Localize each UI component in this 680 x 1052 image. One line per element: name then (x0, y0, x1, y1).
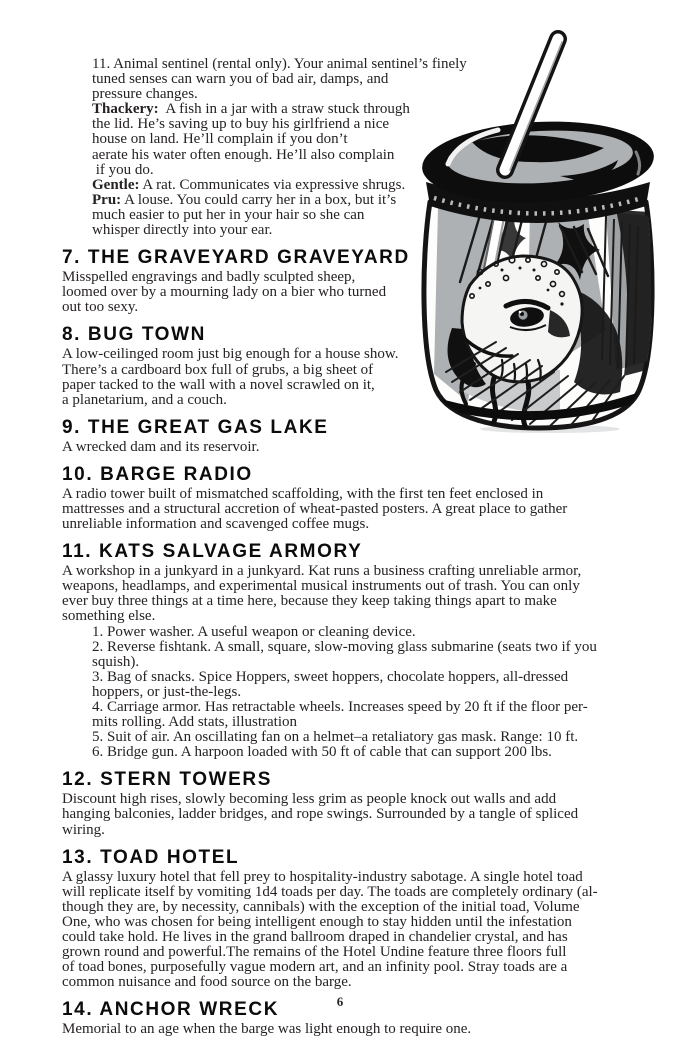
text-line: squish). (92, 653, 140, 670)
text-line: though they are, by necessity, cannibals) with the exception of the initial toad, Volume (62, 898, 580, 915)
page-number: 6 (336, 994, 344, 1009)
text-line: loomed over by a mourning lady on a bier who turned (62, 284, 387, 301)
list-item (92, 700, 622, 730)
list-item (92, 745, 622, 760)
text-line: A workshop in a junkyard in a junkyard. Kat runs a business crafting unreliable armor, (62, 563, 582, 580)
section-body (62, 564, 622, 624)
line-text: 11. Animal sentinel (rental only). Your animal sentinel’s finely (92, 56, 467, 72)
section-heading: 11. KATS SALVAGE ARMORY (62, 541, 363, 563)
text-line: hanging balconies, ladder bridges, and rope swings. Surrounded by a tangle of spliced (62, 806, 579, 823)
section-heading: 12. STERN TOWERS (62, 769, 273, 791)
text-line: 1. Power washer. A useful weapon or cleaning device. (92, 623, 416, 640)
text-line: 3. Bag of snacks. Spice Hoppers, sweet hoppers, chocolate hoppers, all-dressed (92, 668, 569, 685)
section-barge-radio (62, 465, 622, 532)
text-line: wiring. (62, 821, 105, 838)
text-line: common nuisance and food source on the barge. (62, 974, 352, 991)
section-heading: 8. BUG TOWN (62, 324, 206, 346)
text-line: paper tacked to the wall with a novel scrawled on it, (62, 376, 375, 393)
section-heading: 7. THE GRAVEYARD GRAVEYARD (62, 247, 410, 269)
section-stern-towers (62, 770, 622, 837)
text-line: 6. Bridge gun. A harpoon loaded with 50 ft of cable that can support 200 lbs. (92, 744, 552, 761)
line-text: tuned senses can warn you of bad air, damps, and (92, 71, 389, 88)
text-line: A low-ceilinged room just big enough for a house show. (62, 346, 399, 363)
list-item (92, 730, 622, 745)
line-text: A fish in a jar with a straw stuck through (158, 101, 410, 118)
text-line: One, who was chosen for being intelligent enough to stay hidden until the infestation (62, 913, 572, 930)
section-body (62, 1022, 622, 1037)
text-line: grown round and powerful.The remains of the Hotel Undine feature three floors full (62, 944, 567, 961)
text-line: 5. Suit of air. An oscillating fan on a helmet–a retaliatory gas mask. Range: 10 ft. (92, 729, 579, 746)
list-item (92, 670, 622, 700)
line-text: aerate his water often enough. He’ll also complain (92, 146, 395, 163)
list-item (92, 625, 622, 640)
section-body (62, 792, 622, 837)
text-line: Misspelled engravings and badly sculpted sheep, (62, 269, 356, 286)
text-line: hoppers, or just-the-legs. (92, 683, 242, 700)
text-line: A radio tower built of mismatched scaffolding, with the first ten feet enclosed in (62, 485, 544, 502)
text-line: weapons, headlamps, and experimental musical instruments out of trash. You can only (62, 578, 580, 595)
section-body (62, 440, 622, 455)
text-line: A glassy luxury hotel that fell prey to hospitality-industry sabotage. A single hotel toad (62, 868, 583, 885)
section-heading: 13. TOAD HOTEL (62, 846, 240, 868)
section-kats-salvage-armory (62, 542, 622, 760)
text-line: 2. Reverse fishtank. A small, square, slow-moving glass submarine (seats two if you (92, 638, 597, 655)
section-toad-hotel (62, 848, 622, 991)
line-text: A louse. You could carry her in a box, but it’s (121, 191, 397, 208)
section-list (62, 625, 622, 761)
text-line: ever buy three things at a time here, because they keep taking things apart to make (62, 593, 557, 610)
pet-name-bold: Pru: (92, 191, 122, 208)
line-text: much easier to put her in your hair so she can (92, 206, 365, 223)
text-line: of toad bones, purposefully vague modern art, and an infinity pool. Stray toads are a (62, 959, 568, 976)
text-line: Memorial to an age when the barge was light enough to require one. (62, 1021, 472, 1038)
text-line: There’s a cardboard box full of grubs, a big sheet of (62, 361, 374, 378)
list-item (92, 640, 622, 670)
section-body (62, 870, 622, 991)
section-body (62, 487, 622, 532)
line-text: if you do. (92, 161, 154, 178)
line-text: the lid. He’s saving up to buy his girlfriend a nice (92, 116, 390, 133)
fish-in-jar-illustration (410, 30, 665, 435)
text-line: mits rolling. Add stats, illustration (92, 714, 298, 731)
text-line: unreliable information and scavenged coffee mugs. (62, 516, 370, 533)
line-text: whisper directly into your ear. (92, 222, 273, 239)
line-text: A rat. Communicates via expressive shrugs. (139, 176, 406, 193)
text-line: out too sexy. (62, 299, 139, 316)
text-line: could take hold. He lives in the grand ballroom draped in chandelier crystal, and has (62, 929, 568, 946)
section-heading: 14. ANCHOR WRECK (62, 999, 280, 1021)
section-heading: 10. BARGE RADIO (62, 463, 253, 485)
text-line: A wrecked dam and its reservoir. (62, 438, 260, 455)
text-line: something else. (62, 608, 156, 625)
text-line: 4. Carriage armor. Has retractable wheels. Increases speed by 20 ft if the floor per- (92, 699, 588, 715)
text-line: mattresses and a structural accretion of wheat-pasted posters. A great place to gather (62, 500, 568, 517)
pet-name-bold: Thackery: (92, 101, 159, 118)
text-line: a planetarium, and a couch. (62, 391, 227, 408)
line-text: house on land. He’ll complain if you don’t (92, 131, 348, 148)
section-heading: 9. THE GREAT GAS LAKE (62, 416, 329, 438)
pet-name-bold: Gentle: (92, 176, 140, 193)
text-line: Discount high rises, slowly becoming less grim as people knock out walls and add (62, 791, 557, 808)
text-line: will replicate itself by vomiting 1d4 toads per day. The toads are completely ordinary (al- (62, 883, 598, 900)
line-text: pressure changes. (92, 86, 198, 103)
